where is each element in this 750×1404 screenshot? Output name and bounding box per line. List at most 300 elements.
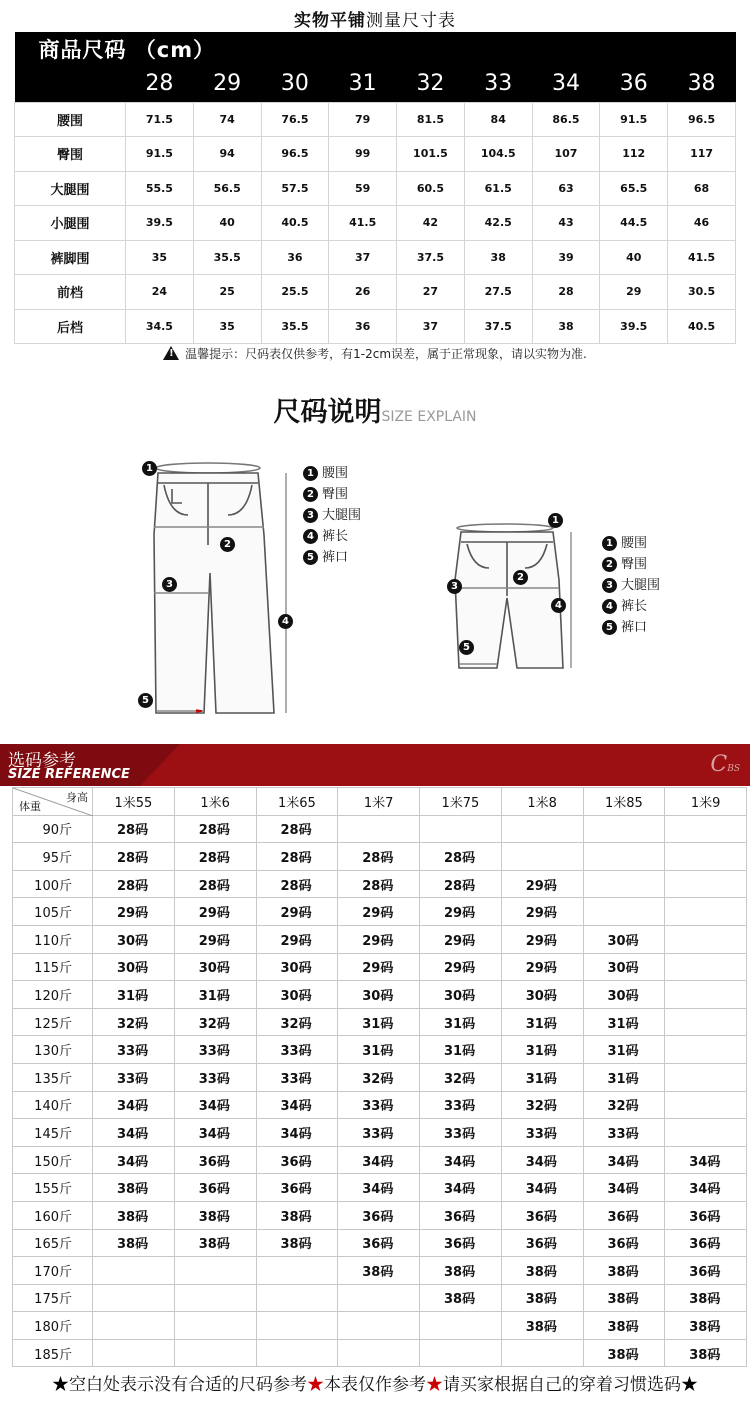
size-reference-title-en: SIZE REFERENCE xyxy=(8,767,130,782)
legend-item xyxy=(303,463,361,484)
height-header-cell: 1米75 xyxy=(420,788,502,816)
corner-weight-label: 体重 xyxy=(19,799,41,813)
reference-row xyxy=(13,1312,747,1340)
reference-cell xyxy=(256,1339,338,1367)
reference-cell: 38码 xyxy=(583,1257,665,1285)
legend-label: 臀围 xyxy=(322,487,349,502)
reference-cell: 30码 xyxy=(583,953,665,981)
legend-item xyxy=(303,526,361,547)
reference-cell: 38码 xyxy=(501,1257,583,1285)
legend-label: 腰围 xyxy=(621,536,648,551)
reference-cell xyxy=(93,1284,175,1312)
reference-cell: 36码 xyxy=(338,1201,420,1229)
shorts-marker-5-icon: 5 xyxy=(459,640,474,655)
size-header-cell: 30 xyxy=(261,66,329,102)
legend-marker-icon: 3 xyxy=(303,508,318,523)
legend-label: 裤口 xyxy=(322,550,349,565)
legend-marker-icon: 2 xyxy=(303,487,318,502)
reference-row xyxy=(13,1257,747,1285)
marker-2-icon: 2 xyxy=(220,537,235,552)
weight-cell: 145斤 xyxy=(13,1119,93,1147)
size-chart-row-label: 大腿围 xyxy=(15,171,126,206)
reference-cell: 38码 xyxy=(93,1174,175,1202)
footer-text: 请买家根据自己的穿着习惯选码 xyxy=(443,1375,681,1395)
weight-cell: 180斤 xyxy=(13,1312,93,1340)
reference-cell: 29码 xyxy=(256,925,338,953)
footer-text: 空白处表示没有合适的尺码参考 xyxy=(69,1375,307,1395)
weight-cell: 90斤 xyxy=(13,815,93,843)
size-chart-notice xyxy=(0,345,750,362)
reference-cell: 32码 xyxy=(420,1063,502,1091)
size-chart-row-label: 前档 xyxy=(15,275,126,310)
reference-cell: 38码 xyxy=(93,1201,175,1229)
reference-cell: 33码 xyxy=(256,1063,338,1091)
size-chart-cell: 34.5 xyxy=(126,309,194,344)
reference-cell: 38码 xyxy=(93,1229,175,1257)
reference-cell: 29码 xyxy=(338,898,420,926)
size-chart-cell: 101.5 xyxy=(397,137,465,172)
reference-row xyxy=(13,815,747,843)
weight-cell: 100斤 xyxy=(13,870,93,898)
legend-marker-icon: 4 xyxy=(303,529,318,544)
size-chart-cell: 35.5 xyxy=(193,240,261,275)
reference-cell: 28码 xyxy=(256,843,338,871)
size-reference-banner xyxy=(0,744,750,786)
reference-cell xyxy=(665,1091,747,1119)
weight-cell: 185斤 xyxy=(13,1339,93,1367)
brand-logo-letter: C xyxy=(710,752,728,777)
reference-cell: 28码 xyxy=(256,815,338,843)
size-chart-cell: 30.5 xyxy=(668,275,736,310)
reference-row xyxy=(13,1284,747,1312)
size-chart-cell: 46 xyxy=(668,206,736,241)
reference-cell: 31码 xyxy=(501,1063,583,1091)
size-chart-row xyxy=(15,240,736,275)
reference-cell xyxy=(256,1257,338,1285)
reference-cell: 29码 xyxy=(501,953,583,981)
size-explain-title xyxy=(0,390,750,429)
size-chart-cell: 24 xyxy=(126,275,194,310)
size-chart-cell: 35.5 xyxy=(261,309,329,344)
reference-cell: 34码 xyxy=(338,1174,420,1202)
size-chart-cell: 57.5 xyxy=(261,171,329,206)
reference-cell: 38码 xyxy=(583,1339,665,1367)
size-reference-corner xyxy=(13,788,93,816)
reference-cell: 38码 xyxy=(420,1257,502,1285)
size-chart-cell: 81.5 xyxy=(397,102,465,137)
legend-item xyxy=(303,547,361,568)
reference-cell: 38码 xyxy=(338,1257,420,1285)
size-reference-body xyxy=(13,815,747,1367)
size-chart-cell: 39 xyxy=(532,240,600,275)
size-chart-cell: 107 xyxy=(532,137,600,172)
size-chart-cell: 42.5 xyxy=(464,206,532,241)
reference-cell: 36码 xyxy=(338,1229,420,1257)
reference-cell xyxy=(93,1312,175,1340)
shorts-marker-2-icon: 2 xyxy=(513,570,528,585)
reference-cell: 29码 xyxy=(174,925,256,953)
size-chart-cell: 28 xyxy=(532,275,600,310)
size-chart-cell: 37 xyxy=(329,240,397,275)
size-chart-cell: 91.5 xyxy=(126,137,194,172)
brand-logo-small: BS xyxy=(727,764,740,774)
footer-star-icon: ★ xyxy=(52,1375,69,1395)
size-chart-cell: 63 xyxy=(532,171,600,206)
reference-cell xyxy=(583,870,665,898)
size-header-cell: 32 xyxy=(397,66,465,102)
size-header-cell: 29 xyxy=(193,66,261,102)
legend-marker-icon: 3 xyxy=(602,578,617,593)
reference-cell: 38码 xyxy=(583,1312,665,1340)
legend-item xyxy=(602,554,660,575)
size-chart-row-label: 裤脚围 xyxy=(15,240,126,275)
reference-cell xyxy=(665,953,747,981)
size-chart-cell: 96.5 xyxy=(261,137,329,172)
legend-marker-icon: 1 xyxy=(303,466,318,481)
reference-cell: 36码 xyxy=(583,1229,665,1257)
marker-5-icon: 5 xyxy=(138,693,153,708)
legend-marker-icon: 5 xyxy=(602,620,617,635)
legend-label: 裤长 xyxy=(322,529,349,544)
reference-cell: 28码 xyxy=(420,843,502,871)
reference-cell xyxy=(665,815,747,843)
reference-cell xyxy=(665,898,747,926)
reference-cell: 29码 xyxy=(256,898,338,926)
reference-row xyxy=(13,1229,747,1257)
long-trousers-illustration xyxy=(136,455,301,720)
size-chart-cell: 40.5 xyxy=(261,206,329,241)
weight-cell: 115斤 xyxy=(13,953,93,981)
size-chart-cell: 76.5 xyxy=(261,102,329,137)
footer-text: 本表仅作参考 xyxy=(324,1375,426,1395)
reference-cell: 33码 xyxy=(93,1063,175,1091)
reference-row xyxy=(13,1339,747,1367)
size-chart-cell: 112 xyxy=(600,137,668,172)
reference-cell xyxy=(338,1284,420,1312)
reference-cell: 28码 xyxy=(93,815,175,843)
reference-cell: 34码 xyxy=(338,1146,420,1174)
reference-cell: 33码 xyxy=(93,1036,175,1064)
weight-cell: 175斤 xyxy=(13,1284,93,1312)
reference-cell: 31码 xyxy=(501,1008,583,1036)
reference-cell: 28码 xyxy=(338,870,420,898)
reference-cell: 38码 xyxy=(665,1284,747,1312)
reference-cell: 30码 xyxy=(256,981,338,1009)
reference-row xyxy=(13,843,747,871)
corner-height-label: 身高 xyxy=(66,791,88,804)
reference-cell: 34码 xyxy=(93,1119,175,1147)
footer-star-icon: ★ xyxy=(307,1375,324,1395)
size-chart-cell: 56.5 xyxy=(193,171,261,206)
reference-cell: 33码 xyxy=(338,1091,420,1119)
reference-cell xyxy=(665,1119,747,1147)
size-chart-title xyxy=(0,6,750,31)
shorts-diagram xyxy=(445,510,585,675)
reference-row xyxy=(13,925,747,953)
reference-row xyxy=(13,1146,747,1174)
reference-cell: 32码 xyxy=(256,1008,338,1036)
reference-cell: 36码 xyxy=(256,1146,338,1174)
size-reference-table xyxy=(12,787,747,1367)
size-chart-title-rest: 测量尺寸表 xyxy=(366,11,456,31)
weight-cell: 170斤 xyxy=(13,1257,93,1285)
reference-cell: 30码 xyxy=(420,981,502,1009)
size-chart-cell: 40.5 xyxy=(668,309,736,344)
reference-cell: 33码 xyxy=(420,1091,502,1119)
weight-cell: 155斤 xyxy=(13,1174,93,1202)
reference-cell: 34码 xyxy=(93,1091,175,1119)
size-chart-cell: 84 xyxy=(464,102,532,137)
reference-cell: 30码 xyxy=(256,953,338,981)
weight-cell: 165斤 xyxy=(13,1229,93,1257)
reference-cell: 31码 xyxy=(583,1036,665,1064)
reference-cell: 36码 xyxy=(583,1201,665,1229)
size-chart-cell: 71.5 xyxy=(126,102,194,137)
size-chart-sizes-row xyxy=(15,66,736,102)
legend-marker-icon: 2 xyxy=(602,557,617,572)
reference-cell xyxy=(338,1312,420,1340)
size-explain-title-cn: 尺码说明 xyxy=(273,397,382,428)
shorts-legend xyxy=(602,533,660,638)
reference-cell: 36码 xyxy=(501,1229,583,1257)
reference-cell xyxy=(583,898,665,926)
size-reference-footer xyxy=(0,1370,750,1395)
size-chart-cell: 91.5 xyxy=(600,102,668,137)
warning-icon xyxy=(163,346,179,360)
reference-cell: 30码 xyxy=(174,953,256,981)
long-trousers-legend xyxy=(303,463,361,568)
reference-cell: 34码 xyxy=(665,1146,747,1174)
marker-3-icon: 3 xyxy=(162,577,177,592)
legend-item xyxy=(303,484,361,505)
height-header-cell: 1米65 xyxy=(256,788,338,816)
long-trousers-diagram xyxy=(136,455,301,720)
height-header-cell: 1米85 xyxy=(583,788,665,816)
reference-cell: 30码 xyxy=(583,925,665,953)
reference-cell xyxy=(665,870,747,898)
reference-cell: 31码 xyxy=(338,1008,420,1036)
reference-cell: 32码 xyxy=(583,1091,665,1119)
size-chart-cell: 59 xyxy=(329,171,397,206)
reference-cell: 34码 xyxy=(501,1174,583,1202)
reference-cell: 32码 xyxy=(501,1091,583,1119)
legend-label: 臀围 xyxy=(621,557,648,572)
reference-cell: 34码 xyxy=(93,1146,175,1174)
size-chart-cell: 29 xyxy=(600,275,668,310)
reference-cell: 30码 xyxy=(338,981,420,1009)
size-chart-row xyxy=(15,171,736,206)
reference-cell: 31码 xyxy=(338,1036,420,1064)
reference-cell: 31码 xyxy=(501,1036,583,1064)
weight-cell: 135斤 xyxy=(13,1063,93,1091)
size-chart-cell: 39.5 xyxy=(126,206,194,241)
reference-cell xyxy=(256,1284,338,1312)
size-chart-cell: 38 xyxy=(532,309,600,344)
reference-cell: 30码 xyxy=(93,925,175,953)
reference-cell: 31码 xyxy=(583,1008,665,1036)
size-chart-cell: 94 xyxy=(193,137,261,172)
size-chart-cell: 25.5 xyxy=(261,275,329,310)
reference-cell: 36码 xyxy=(665,1201,747,1229)
size-chart-cell: 36 xyxy=(261,240,329,275)
size-chart-cell: 74 xyxy=(193,102,261,137)
size-chart-cell: 27 xyxy=(397,275,465,310)
reference-cell: 28码 xyxy=(256,870,338,898)
size-chart-cell: 68 xyxy=(668,171,736,206)
reference-cell: 36码 xyxy=(420,1229,502,1257)
reference-cell: 38码 xyxy=(665,1312,747,1340)
reference-cell: 34码 xyxy=(420,1174,502,1202)
reference-cell: 29码 xyxy=(420,925,502,953)
reference-cell: 36码 xyxy=(420,1201,502,1229)
reference-cell: 34码 xyxy=(501,1146,583,1174)
size-chart-cell: 61.5 xyxy=(464,171,532,206)
reference-row xyxy=(13,1063,747,1091)
reference-cell xyxy=(338,1339,420,1367)
size-chart-cell: 44.5 xyxy=(600,206,668,241)
reference-cell: 28码 xyxy=(174,870,256,898)
reference-cell: 28码 xyxy=(174,815,256,843)
reference-cell: 30码 xyxy=(501,981,583,1009)
size-header-cell: 33 xyxy=(464,66,532,102)
reference-cell xyxy=(665,1036,747,1064)
reference-row xyxy=(13,1119,747,1147)
size-header-cell: 36 xyxy=(600,66,668,102)
size-chart-cell: 27.5 xyxy=(464,275,532,310)
reference-cell: 33码 xyxy=(583,1119,665,1147)
size-chart-row-label: 臀围 xyxy=(15,137,126,172)
size-chart-cell: 99 xyxy=(329,137,397,172)
reference-cell xyxy=(256,1312,338,1340)
size-chart-cell: 35 xyxy=(193,309,261,344)
size-chart-cell: 43 xyxy=(532,206,600,241)
footer-star-icon: ★ xyxy=(426,1375,443,1395)
weight-cell: 110斤 xyxy=(13,925,93,953)
size-chart-table xyxy=(14,32,736,344)
reference-cell: 38码 xyxy=(665,1339,747,1367)
size-chart-cell: 55.5 xyxy=(126,171,194,206)
reference-cell: 30码 xyxy=(93,953,175,981)
reference-cell xyxy=(501,815,583,843)
size-chart-notice-text: 温馨提示：尺码表仅供参考，有1-2cm误差，属于正常现象，请以实物为准. xyxy=(185,347,587,361)
reference-cell: 32码 xyxy=(338,1063,420,1091)
size-chart-body xyxy=(15,102,736,344)
brand-logo xyxy=(710,752,740,777)
reference-cell xyxy=(665,843,747,871)
size-chart-cell: 86.5 xyxy=(532,102,600,137)
reference-row xyxy=(13,1008,747,1036)
size-chart-cell: 40 xyxy=(193,206,261,241)
shorts-marker-4-icon: 4 xyxy=(551,598,566,613)
legend-marker-icon: 4 xyxy=(602,599,617,614)
size-chart-title-bold: 实物平铺 xyxy=(294,11,366,31)
size-chart-cell: 37.5 xyxy=(397,240,465,275)
height-header-cell: 1米8 xyxy=(501,788,583,816)
reference-cell: 29码 xyxy=(93,898,175,926)
size-chart-row-label: 腰围 xyxy=(15,102,126,137)
legend-item xyxy=(303,505,361,526)
reference-row xyxy=(13,1174,747,1202)
size-chart-cell: 37 xyxy=(397,309,465,344)
reference-cell: 36码 xyxy=(665,1257,747,1285)
legend-label: 大腿围 xyxy=(322,508,362,523)
size-chart-corner xyxy=(15,66,126,102)
size-chart-cell: 60.5 xyxy=(397,171,465,206)
size-explain-title-en: SIZE EXPLAIN xyxy=(381,409,477,425)
size-chart-header-row xyxy=(15,32,736,66)
reference-cell xyxy=(583,843,665,871)
reference-cell xyxy=(174,1339,256,1367)
reference-cell: 34码 xyxy=(583,1174,665,1202)
reference-cell xyxy=(338,815,420,843)
height-header-cell: 1米9 xyxy=(665,788,747,816)
reference-cell: 33码 xyxy=(338,1119,420,1147)
reference-cell: 28码 xyxy=(420,870,502,898)
reference-cell: 36码 xyxy=(256,1174,338,1202)
weight-cell: 150斤 xyxy=(13,1146,93,1174)
legend-item xyxy=(602,575,660,596)
size-reference-header-row xyxy=(13,788,747,816)
reference-cell xyxy=(420,815,502,843)
reference-cell: 36码 xyxy=(501,1201,583,1229)
reference-cell: 34码 xyxy=(256,1091,338,1119)
legend-label: 腰围 xyxy=(322,466,349,481)
reference-cell xyxy=(93,1257,175,1285)
reference-cell xyxy=(583,815,665,843)
weight-cell: 160斤 xyxy=(13,1201,93,1229)
footer-star-icon: ★ xyxy=(681,1375,698,1395)
reference-cell xyxy=(665,1063,747,1091)
weight-cell: 120斤 xyxy=(13,981,93,1009)
reference-cell xyxy=(501,843,583,871)
reference-cell: 34码 xyxy=(174,1091,256,1119)
reference-cell: 38码 xyxy=(420,1284,502,1312)
reference-cell xyxy=(174,1284,256,1312)
reference-cell xyxy=(420,1312,502,1340)
size-chart-cell: 26 xyxy=(329,275,397,310)
size-chart-cell: 117 xyxy=(668,137,736,172)
reference-cell: 31码 xyxy=(420,1008,502,1036)
size-chart-row xyxy=(15,137,736,172)
legend-item xyxy=(602,617,660,638)
reference-cell: 38码 xyxy=(174,1201,256,1229)
reference-cell: 28码 xyxy=(174,843,256,871)
reference-cell: 38码 xyxy=(583,1284,665,1312)
legend-label: 大腿围 xyxy=(621,578,661,593)
size-header-cell: 38 xyxy=(668,66,736,102)
size-chart-cell: 96.5 xyxy=(668,102,736,137)
legend-label: 裤长 xyxy=(621,599,648,614)
size-reference-title-cn: 选码参考 xyxy=(8,751,76,771)
size-chart-cell: 37.5 xyxy=(464,309,532,344)
reference-cell: 34码 xyxy=(256,1119,338,1147)
reference-cell: 38码 xyxy=(256,1229,338,1257)
size-chart-cell: 38 xyxy=(464,240,532,275)
marker-4-icon: 4 xyxy=(278,614,293,629)
shorts-marker-3-icon: 3 xyxy=(447,579,462,594)
size-chart-row xyxy=(15,275,736,310)
size-header-cell: 34 xyxy=(532,66,600,102)
reference-row xyxy=(13,1091,747,1119)
reference-cell: 29码 xyxy=(420,953,502,981)
legend-item xyxy=(602,533,660,554)
reference-cell: 32码 xyxy=(174,1008,256,1036)
size-header-cell: 28 xyxy=(126,66,194,102)
legend-marker-icon: 1 xyxy=(602,536,617,551)
size-chart-cell: 42 xyxy=(397,206,465,241)
reference-row xyxy=(13,981,747,1009)
reference-cell xyxy=(93,1339,175,1367)
